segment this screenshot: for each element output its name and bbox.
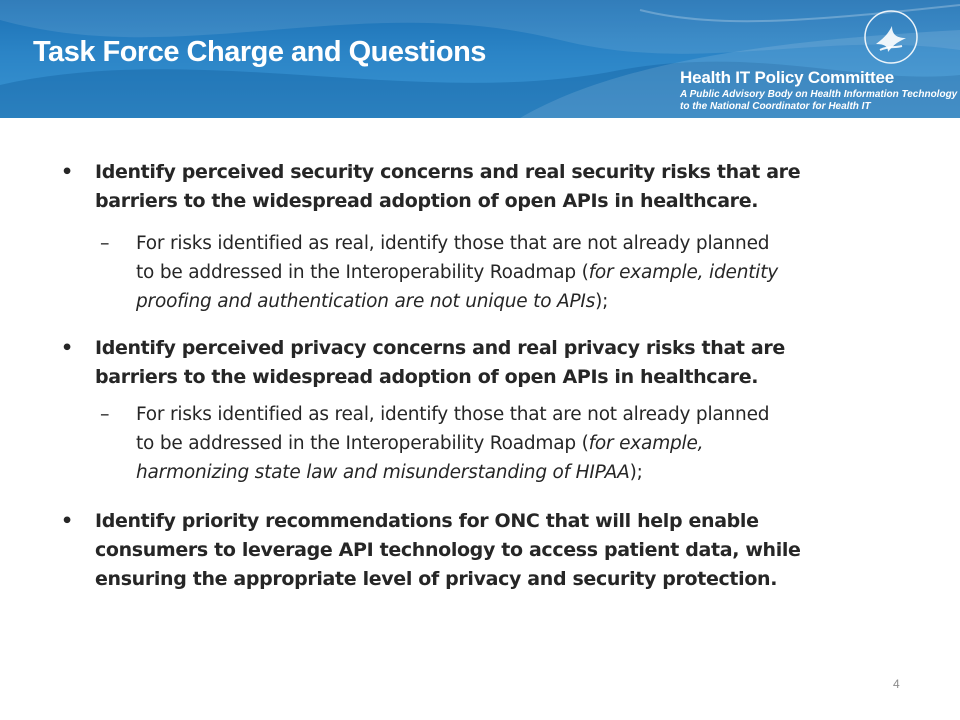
committee-name: Health IT Policy Committee: [680, 68, 894, 87]
sub-bullet-example-text: proofing and authentication are not unique to APIs: [136, 291, 596, 312]
sub-bullet-text-line: For risks identified as real, identify those that are not already planned: [136, 233, 770, 254]
bullet-security-concerns: [95, 158, 875, 216]
bullet-text-line: Identify perceived security concerns and real security risks that are: [95, 161, 801, 183]
bullet-privacy-concerns: [95, 334, 875, 392]
bullet-text-line: Identify perceived privacy concerns and real privacy risks that are: [95, 337, 785, 359]
sub-bullet-text-line: [136, 429, 916, 458]
sub-bullet-example-text: harmonizing state law and misunderstanding of HIPAA: [136, 462, 630, 483]
sub-bullet-example-text: for example,: [588, 433, 704, 454]
tagline-line-1: A Public Advisory Body on Health Information Technology: [680, 89, 958, 100]
bullet-marker: •: [61, 161, 74, 183]
bullet-text-line: barriers to the widespread adoption of open APIs in healthcare.: [95, 190, 759, 212]
slide-title: Task Force Charge and Questions: [33, 36, 486, 68]
sub-bullet-privacy-risks: [136, 400, 916, 487]
sub-bullet-security-risks: [136, 229, 916, 316]
sub-bullet-text-run: to be addressed in the Interoperability Roadmap (: [136, 433, 589, 454]
sub-bullet-text-line: [136, 458, 916, 487]
sub-bullet-marker: –: [100, 403, 110, 425]
bullet-text-line: ensuring the appropriate level of privacy and security protection.: [95, 568, 778, 590]
bullet-marker: •: [61, 510, 74, 532]
sub-bullet-marker: –: [100, 232, 110, 254]
tagline-line-2: to the National Coordinator for Health IT: [680, 101, 871, 112]
sub-bullet-text-run: );: [595, 291, 609, 312]
page-number: 4: [893, 677, 900, 691]
sub-bullet-text-line: For risks identified as real, identify those that are not already planned: [136, 404, 770, 425]
bullet-marker: •: [61, 337, 74, 359]
bullet-priority-recommendations: [95, 507, 875, 594]
sub-bullet-text-run: );: [629, 462, 643, 483]
bullet-text-line: barriers to the widespread adoption of open APIs in healthcare.: [95, 366, 759, 388]
sub-bullet-text-run: to be addressed in the Interoperability Roadmap (: [136, 262, 589, 283]
sub-bullet-text-line: [136, 258, 916, 287]
sub-bullet-text-line: [136, 287, 916, 316]
bullet-text-line: Identify priority recommendations for ONC that will help enable: [95, 510, 759, 532]
bullet-text-line: consumers to leverage API technology to access patient data, while: [95, 539, 801, 561]
sub-bullet-example-text: for example, identity: [588, 262, 779, 283]
